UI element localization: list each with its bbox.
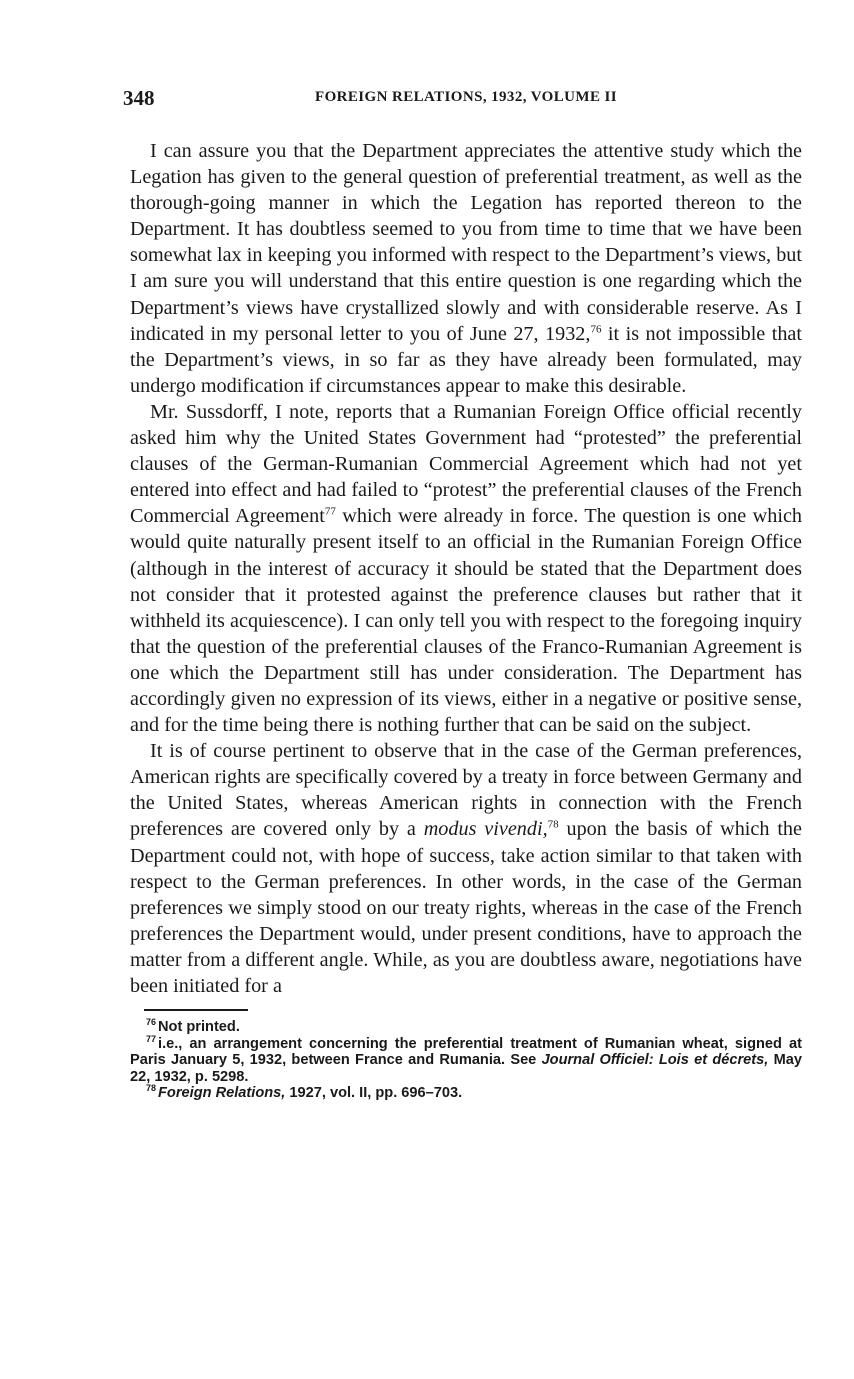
footnote-reference-78: 78 — [547, 818, 559, 831]
footnote-77-text-b: May 22, 1932, p. 5298. — [130, 1052, 802, 1085]
paragraph-3-text-a: It is of course pertinent to observe that in the case of the German preferences, American rights are specifically covered by a treaty in force between Germany and the United States, whereas American rights in connection with the French preferences are covered only by a — [130, 740, 802, 841]
document-page — [123, 86, 803, 1102]
footnote-76-mark: 76 — [146, 1017, 157, 1028]
paragraph-2-text-b: which were already in force. The question is one which would quite naturally present itself to an official in the Rumanian Foreign Office (although in the interest of accuracy it should be stated that the Department does not consider that it protested against the preference clauses but rather that it withheld its acquiescence). I can only tell you with respect to the foregoing inquiry that the question of the preferential clauses of the Franco-Rumanian Agreement is one which the Department still has under consideration. The Department has accordingly given no expression of its views, either in a negative or positive sense, and for the time being there is nothing further that can be said on the subject. — [130, 505, 803, 737]
page-number: 348 — [123, 86, 155, 110]
footnote-77-mark: 77 — [146, 1033, 157, 1044]
footnote-77-journal-title: Journal Officiel: Lois et décrets, — [541, 1052, 769, 1069]
footnote-reference-76: 76 — [590, 322, 602, 335]
paragraph-1-text-a: I can assure you that the Department appreciates the attentive study which the Legation has given to the general question of preferential treatment, as well as the thorough-going manner in which the Legation has reported thereon to the Department. It has doubtless seemed to you from time to time that we have been somewhat lax in keeping you informed with respect to the Department’s views, but I am sure you will understand that this entire question is one regarding which the Department’s views have crystallized slowly and with considerable reserve. As I indicated in my personal letter to you of June 27, 1932, — [130, 140, 802, 345]
footnotes — [130, 1019, 802, 1102]
paragraph-3 — [130, 738, 802, 999]
running-title: FOREIGN RELATIONS, 1932, VOLUME II — [315, 89, 617, 105]
footnote-78-mark: 78 — [146, 1083, 157, 1094]
footnote-78-source-title: Foreign Relations, — [158, 1085, 286, 1102]
footnote-reference-77: 77 — [324, 505, 336, 518]
footnote-76 — [130, 1019, 802, 1036]
paragraph-2 — [130, 399, 802, 738]
footnote-divider — [144, 1009, 248, 1011]
paragraph-1-text-b: it is not impossible that the Department’s views, in so far as they have already been formulated, may undergo modification if circumstances appear to make this desirable. — [130, 322, 803, 397]
paragraph-2-text-a: Mr. Sussdorff, I note, reports that a Rumanian Foreign Office official recently asked him why the United States Government had “protested” the preferential clauses of the German-Rumanian Commercial Agreement which had not yet entered into effect and had failed to “protest” the preferential clauses of the French Commercial Agreement — [130, 400, 802, 528]
page-header — [123, 86, 802, 116]
footnote-76-text: Not printed. — [158, 1019, 240, 1036]
paragraph-1 — [130, 138, 802, 399]
footnote-77-text-a: i.e., an arrangement concerning the preferential treatment of Rumanian wheat, signed at Paris January 5, 1932, between France and Rumania. See — [130, 1035, 802, 1069]
paragraph-3-italic-term: modus vivendi, — [423, 818, 548, 841]
paragraph-3-text-b: upon the basis of which the Department could not, with hope of success, take action similar to that taken with respect to the German preferences. In other words, in the case of the German preferences we simply stood on our treaty rights, whereas in the case of the French preferences the Department would, under present conditions, have to approach the matter from a different angle. While, as you are doubtless aware, negotiations have been initiated for a — [130, 818, 802, 997]
footnote-78-text: 1927, vol. II, pp. 696–703. — [285, 1085, 463, 1102]
footnote-77 — [130, 1033, 802, 1086]
body-text — [130, 138, 802, 999]
footnote-78 — [130, 1085, 802, 1102]
